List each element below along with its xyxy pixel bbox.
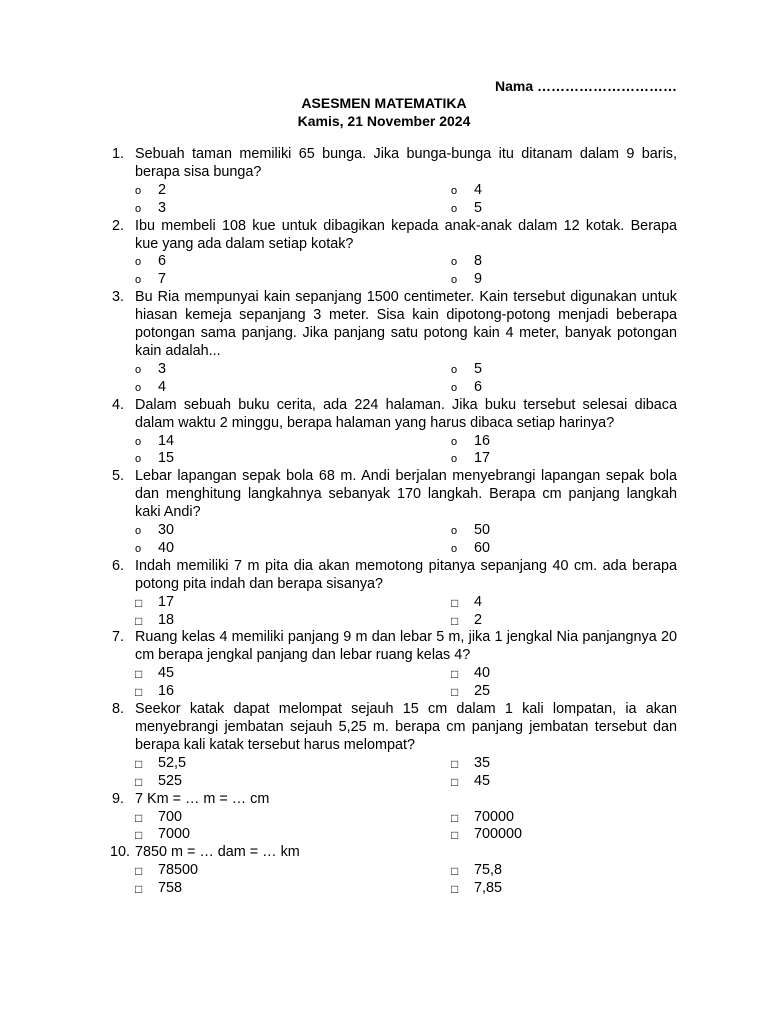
answer-option-label: 3 [158, 360, 167, 377]
question-text: Ruang kelas 4 memiliki panjang 9 m dan lebar 5 m, jika 1 jengkal Nia panjangnya 20 cm berapa jengkal panjang dan lebar ruang kelas 4? [135, 629, 677, 664]
answer-option-label: 7,85 [474, 880, 503, 897]
circle-bullet-icon: o [451, 256, 458, 269]
question-text: 7 Km = … m = … cm [135, 790, 270, 807]
answer-option-label: 7000 [158, 826, 191, 843]
circle-bullet-icon: o [135, 184, 142, 197]
answer-option-label: 5 [474, 360, 483, 377]
answer-option-label: 758 [158, 880, 183, 897]
answer-option-label: 75,8 [474, 862, 503, 879]
answer-option-label: 78500 [158, 862, 199, 879]
answer-option-label: 2 [158, 181, 167, 198]
answer-option-label: 45 [158, 665, 175, 682]
answer-options [135, 755, 677, 791]
checkbox-icon: □ [135, 613, 143, 628]
answer-option[interactable] [451, 809, 677, 827]
question-number: 7. [112, 629, 125, 646]
question-item [112, 558, 677, 630]
checkbox-icon: □ [451, 613, 459, 628]
answer-option-label: 30 [158, 522, 175, 539]
question-text: Bu Ria mempunyai kain sepanjang 1500 centimeter. Kain tersebut digunakan untuk hiasan kemeja sepanjang 3 meter. Sisa kain dipotong-potong menjadi beberapa potongan sama panjang. Jika panjang satu potong kain 4 meter, banyak potongan kain adalah... [135, 289, 677, 359]
answer-option-label: 7 [158, 271, 167, 288]
checkbox-icon: □ [451, 756, 459, 771]
question-text: Seekor katak dapat melompat sejauh 15 cm dalam 1 kali lompatan, ia akan menyebrangi jembatan sejauh 5,25 m. berapa cm panjang jembatan tersebut dan berapa kali katak tersebut harus melompat? [135, 701, 677, 753]
question-number: 3. [112, 289, 125, 306]
checkbox-icon: □ [451, 667, 459, 682]
answer-option[interactable] [451, 862, 677, 880]
checkbox-icon: □ [135, 774, 143, 789]
answer-option-label: 17 [158, 593, 175, 610]
answer-option[interactable] [135, 540, 451, 558]
checkbox-icon: □ [135, 595, 143, 610]
answer-options [135, 361, 677, 397]
question-number: 5. [112, 468, 125, 485]
answer-option-label: 60 [474, 539, 491, 556]
answer-option-label: 4 [158, 378, 167, 395]
answer-option[interactable] [135, 594, 451, 612]
circle-bullet-icon: o [135, 381, 142, 394]
circle-bullet-icon: o [451, 202, 458, 215]
answer-option[interactable] [451, 253, 677, 271]
answer-option-label: 6 [474, 378, 483, 395]
question-text: 7850 m = … dam = … km [135, 844, 300, 861]
document-title: ASESMEN MATEMATIKA [301, 95, 467, 111]
answer-option-label: 6 [158, 253, 167, 270]
answer-option[interactable] [135, 450, 451, 468]
answer-option[interactable] [135, 755, 451, 773]
question-number: 2. [112, 217, 125, 234]
circle-bullet-icon: o [451, 184, 458, 197]
checkbox-icon: □ [135, 667, 143, 682]
answer-option-label: 9 [474, 271, 483, 288]
circle-bullet-icon: o [135, 274, 142, 287]
checkbox-icon: □ [451, 595, 459, 610]
question-number: 9. [112, 790, 125, 807]
circle-bullet-icon: o [135, 256, 142, 269]
answer-option[interactable] [451, 773, 677, 791]
answer-option-label: 70000 [474, 808, 515, 825]
answer-option-label: 35 [474, 754, 491, 771]
answer-option[interactable] [451, 522, 677, 540]
answer-option[interactable] [135, 809, 451, 827]
question-text: Indah memiliki 7 m pita dia akan memotong pitanya sepanjang 40 cm. ada berapa potong pita indah dan berapa sisanya? [135, 557, 677, 592]
answer-options [135, 862, 677, 898]
answer-option-label: 5 [474, 199, 483, 216]
answer-option[interactable] [451, 683, 677, 701]
answer-options [135, 665, 677, 701]
answer-options [135, 594, 677, 630]
answer-option[interactable] [135, 862, 451, 880]
circle-bullet-icon: o [135, 363, 142, 376]
question-item [112, 701, 677, 791]
answer-option[interactable] [451, 361, 677, 379]
question-text: Lebar lapangan sepak bola 68 m. Andi berjalan menyebrangi lapangan sepak bola dan menghitung langkahnya sebanyak 170 langkah. Berapa cm panjang langkah kaki Andi? [135, 468, 677, 521]
checkbox-icon: □ [135, 685, 143, 700]
answer-option[interactable] [135, 612, 451, 630]
question-item [112, 218, 677, 290]
question-list [112, 146, 677, 898]
answer-option[interactable] [451, 665, 677, 683]
answer-option-label: 700 [158, 808, 183, 825]
answer-option-label: 16 [474, 432, 491, 449]
circle-bullet-icon: o [451, 381, 458, 394]
circle-bullet-icon: o [451, 525, 458, 538]
circle-bullet-icon: o [135, 542, 142, 555]
answer-option[interactable] [135, 361, 451, 379]
checkbox-icon: □ [451, 810, 459, 825]
circle-bullet-icon: o [135, 525, 142, 538]
answer-option[interactable] [135, 433, 451, 451]
circle-bullet-icon: o [135, 435, 142, 448]
circle-bullet-icon: o [451, 453, 458, 466]
answer-option[interactable] [135, 379, 451, 397]
answer-options [135, 253, 677, 289]
answer-option-label: 17 [474, 450, 491, 467]
answer-option[interactable] [451, 826, 677, 844]
question-item [112, 289, 677, 396]
answer-option-label: 45 [474, 772, 491, 789]
answer-option-label: 4 [474, 181, 483, 198]
answer-option-label: 2 [474, 611, 483, 628]
circle-bullet-icon: o [135, 453, 142, 466]
answer-option[interactable] [451, 379, 677, 397]
circle-bullet-icon: o [451, 363, 458, 376]
answer-option-label: 16 [158, 683, 175, 700]
circle-bullet-icon: o [451, 274, 458, 287]
circle-bullet-icon: o [135, 202, 142, 215]
answer-options [135, 433, 677, 469]
question-text: Dalam sebuah buku cerita, ada 224 halaman. Jika buku tersebut selesai dibaca dalam waktu 2 minggu, berapa halaman yang harus dibaca setiap harinya? [135, 396, 677, 431]
checkbox-icon: □ [135, 828, 143, 843]
answer-option[interactable] [135, 522, 451, 540]
answer-option[interactable] [451, 450, 677, 468]
checkbox-icon: □ [451, 864, 459, 879]
answer-option[interactable] [451, 540, 677, 558]
circle-bullet-icon: o [451, 542, 458, 555]
answer-option-label: 4 [474, 593, 483, 610]
answer-option[interactable] [135, 200, 451, 218]
answer-option-label: 40 [158, 539, 175, 556]
answer-option-label: 8 [474, 253, 483, 270]
answer-option[interactable] [451, 612, 677, 630]
answer-option[interactable] [451, 880, 677, 898]
answer-option[interactable] [451, 433, 677, 451]
question-number: 10. [110, 844, 131, 861]
answer-option[interactable] [451, 200, 677, 218]
answer-option-label: 15 [158, 450, 175, 467]
answer-option-label: 700000 [474, 826, 523, 843]
checkbox-icon: □ [451, 828, 459, 843]
question-number: 6. [112, 557, 125, 574]
answer-option[interactable] [135, 683, 451, 701]
question-text: Sebuah taman memiliki 65 bunga. Jika bunga-bunga itu ditanam dalam 9 baris, berapa sisa bunga? [135, 146, 677, 180]
question-item [112, 468, 677, 558]
answer-options [135, 809, 677, 845]
answer-option[interactable] [135, 271, 451, 289]
question-item [112, 629, 677, 701]
question-item [112, 397, 677, 469]
question-item [112, 844, 677, 898]
checkbox-icon: □ [135, 882, 143, 897]
question-number: 1. [112, 146, 125, 162]
answer-option[interactable] [135, 182, 451, 200]
answer-option-label: 40 [474, 665, 491, 682]
question-item [112, 791, 677, 845]
checkbox-icon: □ [135, 756, 143, 771]
answer-option[interactable] [451, 182, 677, 200]
name-field-label: Nama ………………………… [494, 78, 677, 94]
checkbox-icon: □ [451, 774, 459, 789]
answer-option[interactable] [135, 826, 451, 844]
answer-option[interactable] [135, 773, 451, 791]
answer-option-label: 50 [474, 522, 491, 539]
answer-option[interactable] [135, 880, 451, 898]
answer-options [135, 182, 677, 218]
checkbox-icon: □ [451, 685, 459, 700]
checkbox-icon: □ [135, 864, 143, 879]
circle-bullet-icon: o [451, 435, 458, 448]
answer-option-label: 3 [158, 199, 167, 216]
answer-option-label: 52,5 [158, 754, 187, 771]
answer-option[interactable] [135, 665, 451, 683]
answer-option-label: 25 [474, 683, 491, 700]
answer-options [135, 522, 677, 558]
question-number: 8. [112, 701, 125, 718]
answer-option-label: 14 [158, 432, 175, 449]
answer-option-label: 18 [158, 611, 175, 628]
checkbox-icon: □ [451, 882, 459, 897]
answer-option-label: 525 [158, 772, 183, 789]
document-date: Kamis, 21 November 2024 [297, 113, 471, 129]
question-number: 4. [112, 396, 125, 413]
answer-option[interactable] [451, 271, 677, 289]
answer-option[interactable] [451, 755, 677, 773]
question-text: Ibu membeli 108 kue untuk dibagikan kepada anak-anak dalam 12 kotak. Berapa kue yang ada dalam setiap kotak? [135, 217, 677, 252]
checkbox-icon: □ [135, 810, 143, 825]
answer-option[interactable] [451, 594, 677, 612]
answer-option[interactable] [135, 253, 451, 271]
question-item [112, 146, 677, 218]
